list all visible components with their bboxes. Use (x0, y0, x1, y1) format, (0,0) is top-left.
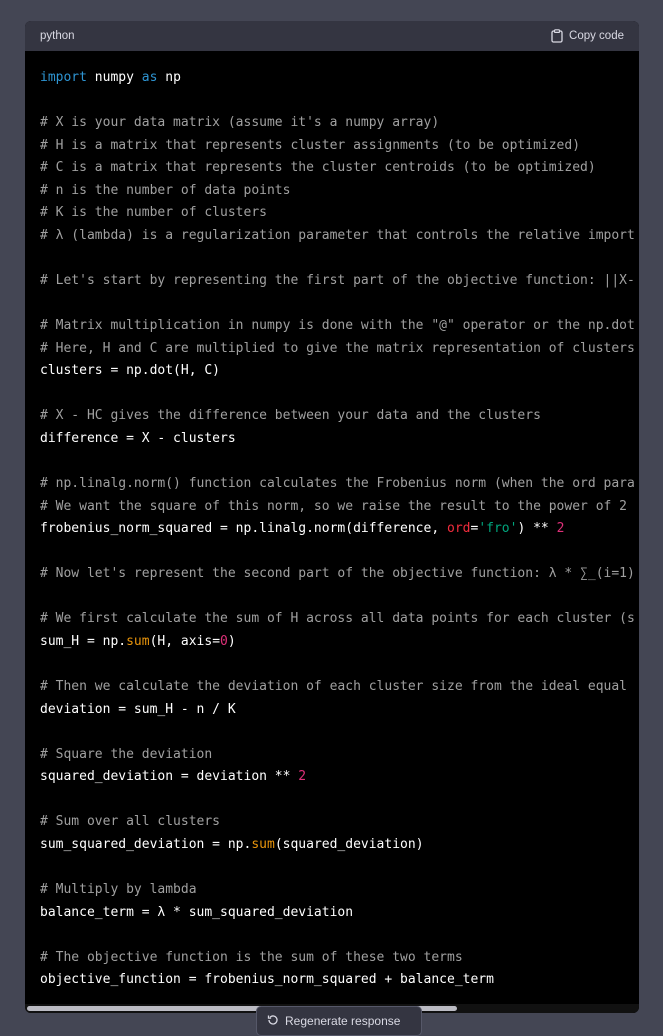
code-token: # H is a matrix that represents cluster assignments (to be optimized) (40, 137, 581, 153)
code-token: 'fro' (478, 521, 518, 537)
code-token: # Sum over all clusters (40, 814, 221, 830)
code-header (25, 21, 639, 51)
code-token: # np.linalg.norm() function calculates the Frobenius norm (when the ord para (40, 476, 635, 492)
code-line (40, 520, 564, 538)
code-token: sum_squared_deviation = np. (40, 837, 252, 853)
code-token: squared_deviation = deviation ** (40, 769, 299, 785)
code-token: # Then we calculate the deviation of each cluster size from the ideal equal (40, 679, 627, 695)
code-token: balance_term = λ * sum_squared_deviation (40, 904, 354, 920)
code-line (40, 204, 267, 222)
code-token: frobenius_norm_squared = np.linalg.norm(difference, (40, 521, 447, 537)
code-line (40, 317, 635, 335)
code-token: sum (126, 634, 150, 649)
code-line (40, 137, 580, 155)
code-line (40, 362, 220, 380)
code-token: 2 (298, 769, 307, 785)
code-line (40, 746, 212, 764)
code-token: difference = X - clusters (40, 430, 236, 446)
code-line (40, 904, 353, 922)
code-line (40, 768, 306, 786)
code-token: # Multiply by lambda (40, 882, 197, 898)
code-token: numpy (86, 70, 142, 85)
code-token: (squared_deviation) (274, 837, 424, 853)
code-token: 0 (220, 634, 228, 649)
code-token: # C is a matrix that represents the cluster centroids (to be optimized) (40, 160, 596, 176)
refresh-icon (267, 1014, 279, 1029)
code-token: # The objective function is the sum of these two terms (40, 949, 463, 965)
language-label: python (40, 30, 75, 42)
code-line (40, 114, 439, 132)
code-token: # Here, H and C are multiplied to give the matrix representation of clusters (40, 340, 635, 356)
code-token: ) ** (517, 521, 557, 537)
code-token: clusters = np.dot(H, C) (40, 363, 221, 379)
code-token: # Now let's represent the second part of the objective function: λ * ∑_(i=1) (40, 566, 635, 582)
code-line (40, 610, 635, 628)
code-line (40, 971, 494, 989)
regenerate-response-button[interactable] (256, 1006, 422, 1036)
code-token: ) (227, 634, 236, 649)
code-line (40, 475, 635, 493)
code-token: # X - HC gives the difference between your data and the clusters (40, 408, 541, 424)
code-line (40, 272, 635, 290)
code-token: np (157, 70, 181, 85)
code-line (40, 407, 541, 425)
code-line (40, 69, 181, 87)
code-line (40, 949, 463, 967)
code-token: objective_function = frobenius_norm_squared + balance_term (40, 972, 494, 988)
code-line (40, 678, 627, 696)
code-line (40, 182, 290, 200)
code-body (25, 51, 639, 1013)
copy-code-button[interactable] (551, 29, 624, 43)
code-token: # Matrix multiplication in numpy is done with the "@" operator or the np.dot (40, 318, 635, 334)
code-token: 2 (556, 521, 565, 537)
copy-code-label: Copy code (569, 30, 624, 42)
code-token: = (470, 521, 479, 537)
code-line (40, 701, 236, 719)
code-line (40, 227, 635, 245)
code-line (40, 836, 424, 854)
code-line (40, 498, 627, 516)
code-line (40, 430, 236, 448)
code-token: # X is your data matrix (assume it's a numpy array) (40, 115, 440, 131)
code-line (40, 565, 635, 583)
code-token: sum (251, 837, 275, 853)
code-token: # n is the number of data points (40, 182, 291, 198)
code-token: as (141, 70, 158, 85)
code-token: # We first calculate the sum of H across all data points for each cluster (s (40, 611, 635, 627)
code-block (25, 21, 639, 1013)
code-token: # λ (lambda) is a regularization parameter that controls the relative import (40, 227, 635, 243)
code-token: (H, axis= (149, 634, 221, 649)
code-token: ord (447, 521, 471, 537)
code-line (40, 633, 236, 651)
code-token: # K is the number of clusters (40, 205, 267, 221)
code-token: import (40, 70, 87, 85)
clipboard-icon (551, 29, 563, 43)
code-token: # Let's start by representing the first part of the objective function: ||X- (40, 273, 635, 289)
code-token: # Square the deviation (40, 746, 213, 762)
code-line (40, 881, 197, 899)
code-token: deviation = sum_H - n / K (40, 701, 236, 717)
code-line (40, 340, 635, 358)
code-token: sum_H = np. (40, 634, 127, 649)
code-token: # We want the square of this norm, so we raise the result to the power of 2 (40, 498, 627, 514)
regenerate-label: Regenerate response (285, 1014, 401, 1028)
code-line (40, 159, 596, 177)
code-line (40, 813, 220, 831)
